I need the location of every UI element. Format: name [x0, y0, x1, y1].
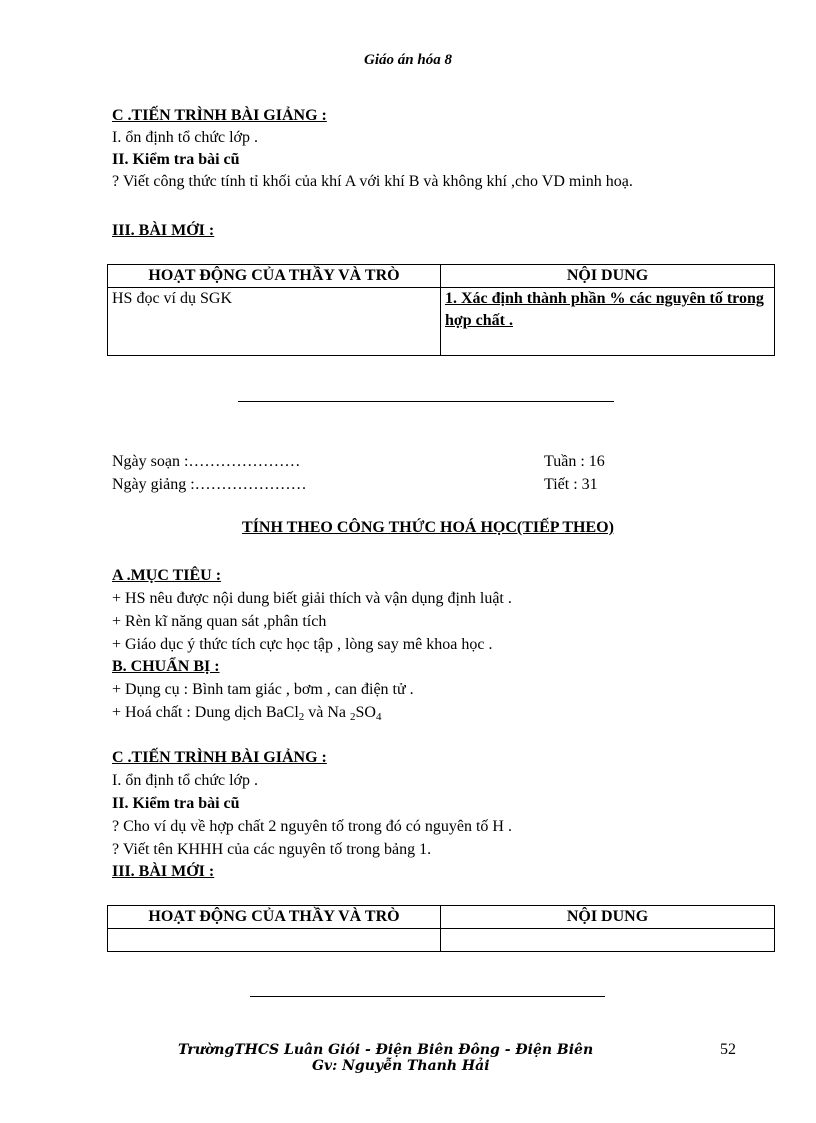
page-number: 52	[720, 1041, 736, 1058]
section2-activity-table	[107, 905, 775, 952]
section2-ii-question: ? Cho ví dụ về hợp chất 2 nguyên tố trong đó có nguyên tố H .	[112, 818, 512, 835]
section1-ii-question: ? Viết công thức tính tỉ khối của khí A với khí B và không khí ,cho VD minh hoạ.	[112, 173, 633, 190]
chem-sub: 2	[298, 711, 305, 723]
table-header-activities: HOẠT ĐỘNG CỦA THẦY VÀ TRÒ	[108, 265, 441, 288]
section-divider	[238, 401, 614, 402]
table-row	[108, 288, 775, 356]
table-header-row	[108, 906, 775, 929]
table-header-content: NỘI DUNG	[441, 906, 775, 929]
lesson-title: TÍNH THEO CÔNG THỨC HOÁ HỌC(TIẾP THEO)	[242, 519, 614, 536]
ngay-soan: Ngày soạn :…………………	[112, 453, 301, 470]
table-header-row	[108, 265, 775, 288]
table-header-content: NỘI DUNG	[441, 265, 775, 288]
table-cell-content	[441, 288, 775, 356]
section2-iii-title: III. BÀI MỚI :	[112, 863, 215, 880]
page-header-title: Giáo án hóa 8	[364, 52, 452, 68]
tuan: Tuần : 16	[544, 453, 605, 470]
section2-i-line: I. ổn định tổ chức lớp .	[112, 772, 258, 789]
objective-item: + Giáo dục ý thức tích cực học tập , lòng say mê khoa học .	[112, 636, 493, 653]
preparation-tools: + Dụng cụ : Bình tam giác , bơm , can điện tử .	[112, 681, 414, 698]
section-divider	[250, 996, 605, 997]
chem-sub: 2	[350, 711, 356, 723]
table-row	[108, 929, 775, 952]
table-header-activities: HOẠT ĐỘNG CỦA THẦY VÀ TRÒ	[108, 906, 441, 929]
section2-ii-question: ? Viết tên KHHH của các nguyên tố trong bảng 1.	[112, 841, 432, 858]
chem-sub: 4	[375, 711, 382, 723]
section1-ii-title: II. Kiểm tra bài cũ	[112, 151, 240, 168]
section1-i-line: I. ổn định tổ chức lớp .	[112, 129, 258, 146]
preparation-chemicals	[112, 703, 381, 723]
table-cell-activity: HS đọc ví dụ SGK	[108, 288, 441, 356]
chem-mid: và Na	[304, 704, 351, 721]
table-cell-content	[441, 929, 775, 952]
objective-item: + Rèn kĩ năng quan sát ,phân tích	[112, 613, 327, 630]
preparation-title: B. CHUẨN BỊ :	[112, 658, 220, 675]
section1-activity-table	[107, 264, 775, 356]
section2-ii-title: II. Kiểm tra bài cũ	[112, 795, 240, 812]
ngay-giang: Ngày giảng :…………………	[112, 476, 307, 493]
tiet: Tiết : 31	[544, 476, 598, 493]
content-heading: 1. Xác định thành phần % các nguyên tố trong hợp chất .	[445, 290, 764, 329]
section1-iii-title: III. BÀI MỚI :	[112, 222, 215, 239]
footer-teacher: Gv: Nguyễn Thanh Hải	[312, 1058, 490, 1074]
footer-school: TrườngTHCS Luân Giói - Điện Biên Đông - Điện Biên	[178, 1042, 594, 1058]
chem-prefix: + Hoá chất : Dung dịch BaCl	[112, 704, 299, 721]
section1-c-title: C .TIẾN TRÌNH BÀI GIẢNG :	[112, 107, 327, 124]
section2-c-title: C .TIẾN TRÌNH BÀI GIẢNG :	[112, 749, 327, 766]
table-cell-activity	[108, 929, 441, 952]
chem-so: SO	[355, 704, 376, 721]
objectives-title: A .MỤC TIÊU :	[112, 567, 222, 584]
objective-item: + HS nêu được nội dung biết giải thích và vận dụng định luật .	[112, 590, 512, 607]
